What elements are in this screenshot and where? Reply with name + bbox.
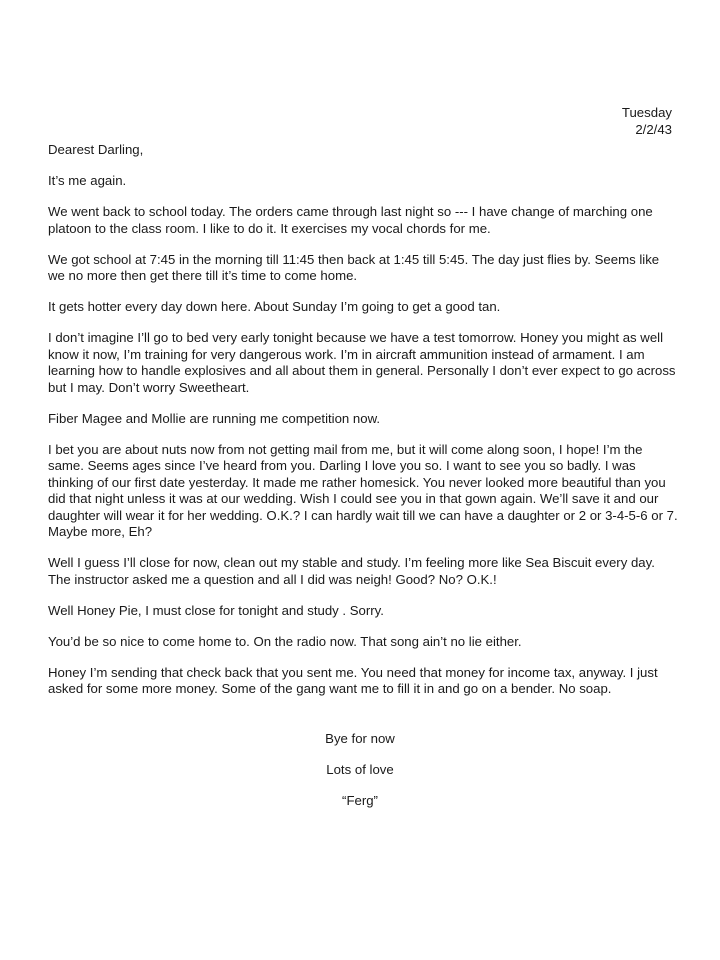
paragraph: Well Honey Pie, I must close for tonight and study . Sorry. — [48, 602, 384, 618]
paragraph: Fiber Magee and Mollie are running me competition now. — [48, 410, 381, 426]
closing-love: Lots of love — [326, 762, 394, 777]
paragraph: I bet you are about nuts now from not getting mail from me, but it will come along soon, I hope! I’m the same. Seems ages since I’ve heard from you. Darling I love you so. I want to see you so badly. I was thinking of our first date yesterday. It made me rather homesick. You never looked more beautiful than you did that night unless it was at our wedding. Wish I could see you in that gown again. We’ll save it and our daughter will wear it for her wedding. O.K.? I can hardly wait till we can have a daughter or 2 or 3-4-5-6 or 7. Maybe more, Eh? — [48, 441, 678, 539]
closing-bye: Bye for now — [325, 731, 395, 746]
paragraph: It’s me again. — [48, 173, 127, 188]
salutation: Dearest Darling, — [48, 142, 144, 157]
paragraph: We got school at 7:45 in the morning till 11:45 then back at 1:45 till 5:45. The day just flies by. Seems like we no more then get there till it’s time to come home. — [48, 251, 660, 283]
paragraph: We went back to school today. The orders came through last night so --- I have change of marching one platoon to the class room. I like to do it. It exercises my vocal chords for me. — [48, 204, 653, 236]
paragraph: It gets hotter every day down here. About Sunday I’m going to get a good tan. — [48, 299, 501, 314]
paragraph: Well I guess I’ll close for now, clean out my stable and study. I’m feeling more like Sea Biscuit every day. The instructor asked me a question and all I did was neigh! Good? No? O.K.! — [48, 555, 655, 587]
date-block — [622, 105, 672, 138]
signature: “Ferg” — [342, 793, 378, 808]
closing-block — [0, 731, 720, 824]
letter-day: Tuesday — [621, 105, 672, 120]
letter-body — [48, 142, 678, 712]
paragraph: I don’t imagine I’ll go to bed very early tonight because we have a test tomorrow. Honey you might as well know it now, I’m training for very dangerous work. I’m in aircraft ammunition instead of armament. I am learning how to handle explosives and all about them in general. Personally I don’t ever expect to go across but I may. Don’t worry Sweetheart. — [48, 330, 676, 395]
paragraph: You’d be so nice to come home to. On the radio now. That song ain’t no lie either. — [48, 633, 522, 649]
letter-date: 2/2/43 — [635, 121, 672, 137]
paragraph: Honey I’m sending that check back that you sent me. You need that money for income tax, anyway. I just asked for some more money. Some of the gang want me to fill it in and go on a bender. No soap. — [48, 664, 658, 696]
